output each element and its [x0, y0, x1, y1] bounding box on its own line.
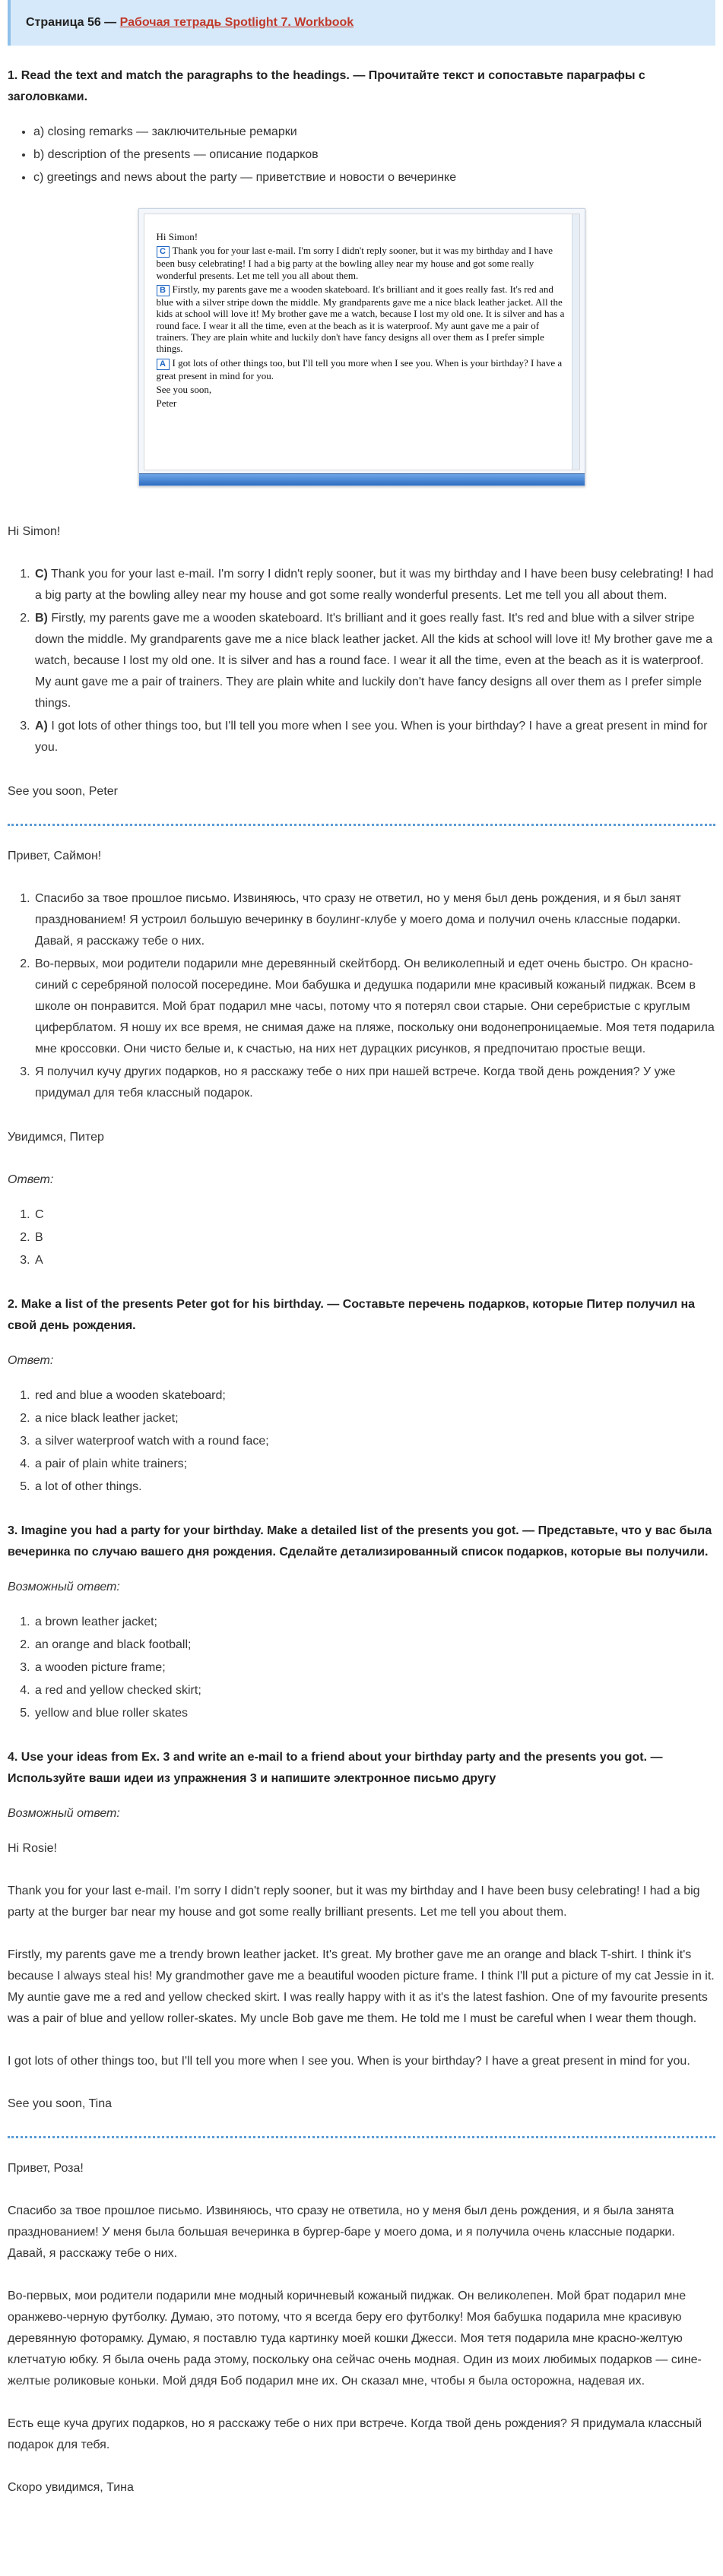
answer-label: Возможный ответ:	[8, 1807, 120, 1820]
answer-item: 2. a nice black leather jacket;	[33, 1408, 715, 1429]
figure-paragraph	[157, 245, 567, 281]
translation-closing: Увидимся, Питер	[8, 1131, 104, 1144]
letter-box: C	[157, 246, 170, 258]
paragraph-text: Firstly, my parents gave me a wooden skateboard. It's brilliant and it goes really fast. It's red and blue with a silver stripe down the middle. My grandparents gave me a nice black leather jacket. All the kids at school will love it! My brother gave me a watch, because I lost my old one. It is silver and has a round face. I wear it all the time, even at the beach as it is waterproof. My aunt gave me a pair of trainers. They are plain white and luckily don't have fancy designs all over them as I prefer simple things.	[35, 612, 713, 710]
letter-paragraph	[33, 716, 715, 758]
answer-label: Ответ:	[8, 1354, 54, 1367]
translation-paragraph: 2. Во-первых, мои родители подарили мне деревянный скейтборд. Он великолепный и едет очень быстро. Он красно-синий с серебряной полосой посередине. Мои бабушка и дедушка подарили мне красивый кожаный пиджак. Всем в школе он понравится. Мой брат подарил мне часы, потому что я потерял свои старые. Они серебристые с круглым циферблатом. Я ношу их все время, не снимая даже на пляже, поскольку они водонепроницаемые. Моя тетя подарила мне кроссовки. Они чисто белые и, к счастью, на них нет дурацких рисунков, я предпочитаю простые вещи.	[33, 954, 715, 1060]
figure-paragraph-text: I got lots of other things too, but I'll tell you more when I see you. When is your birthday? I have a great present in mind for you.	[156, 356, 563, 381]
email-translation-closing: Скоро увидимся, Тина	[8, 2481, 134, 2494]
task2-title: 2. Make a list of the presents Peter got for his birthday. — Составьте перечень подарков, которые Питер получил на свой день рождения.	[8, 1298, 696, 1332]
task3-title: 3. Imagine you had a party for your birthday. Make a detailed list of the presents you got. — Представьте, что у вас была вечеринка по случаю вашего дня рождения. Сделайте детализированный список подарков, которые вы получили.	[8, 1524, 712, 1559]
answer-item: 5. yellow and blue roller skates	[33, 1703, 715, 1724]
answer-item: 3. a silver waterproof watch with a round face;	[33, 1431, 715, 1452]
workbook-link[interactable]: Рабочая тетрадь Spotlight 7. Workbook	[119, 16, 354, 29]
page-label: Страница 56 —	[26, 16, 120, 29]
task1-answers	[33, 1204, 715, 1271]
letter-greeting: Hi Simon!	[8, 525, 61, 538]
letter-box: B	[157, 285, 170, 296]
answer-item: 1. a brown leather jacket;	[33, 1612, 715, 1633]
heading-item: • a) closing remarks — заключительные ремарки	[33, 122, 715, 143]
page-header	[8, 0, 715, 46]
screenshot-document	[144, 214, 580, 470]
answer-item: 2. an orange and black football;	[33, 1635, 715, 1656]
answer-item: 1. C	[33, 1204, 715, 1226]
answer-item: 4. a pair of plain white trainers;	[33, 1454, 715, 1475]
letter-paragraph	[33, 564, 715, 606]
email-translation-greeting: Привет, Роза!	[8, 2162, 84, 2175]
answer-item: 3. a wooden picture frame;	[33, 1657, 715, 1679]
email-translation-paragraph: Во-первых, мои родители подарили мне модный коричневый кожаный пиджак. Он великолепен. Мой брат подарил мне оранжево-черную футболку. Думаю, это потому, что я всегда беру его футболку! Моя бабушка подарила мне красивую деревянную фоторамку. Думаю, я поставлю туда картинку моей кошки Джесси. Моя тетя подарила мне красно-желтую клетчатую юбку. Я была очень рада этому, поскольку она сейчас очень модная. Один из моих любимых подарков — сине-желтые роликовые коньки. Мой дядя Боб подарил мне их. Он сказал мне, чтобы я была осторожна, надевая их.	[8, 2290, 702, 2388]
paragraph-letter: B)	[35, 612, 48, 625]
translation-paragraphs	[33, 888, 715, 1104]
email-paragraph: Firstly, my parents gave me a trendy brown leather jacket. It's great. My brother gave me an orange and black T-shirt. I think it's because I always steal his! My grandmother gave me a beautiful wooden picture frame. I think I'll put a picture of my cat Jessie in it. My auntie gave me a red and yellow checked skirt. I was really happy with it as it's the latest fashion. One of my favourite presents was a pair of blue and yellow roller-skates. My uncle Bob gave me them. He told me I must be careful when I wear them though.	[8, 1948, 715, 2025]
paragraph-letter: C)	[35, 568, 48, 581]
translation-paragraph: 3. Я получил кучу других подарков, но я расскажу тебе о них при нашей встрече. Когда твой день рождения? У уже придумал для тебя классный подарок.	[33, 1062, 715, 1104]
email-greeting: Hi Rosie!	[8, 1842, 57, 1855]
figure-paragraph-text: Thank you for your last e-mail. I'm sorry I didn't reply sooner, but it was my birthday and I have been busy celebrating! I had a big party at the bowling alley near my house and got some really wonderful presents. Let me tell you all about them.	[156, 245, 553, 281]
task2-answers	[33, 1385, 715, 1498]
email-paragraph: I got lots of other things too, but I'll tell you more when I see you. When is your birthday? I have a great present in mind for you.	[8, 2055, 690, 2068]
translation-greeting: Привет, Саймон!	[8, 850, 102, 862]
divider	[8, 824, 715, 826]
figure-paragraph	[157, 357, 567, 381]
translation-paragraph: 1. Спасибо за твое прошлое письмо. Извиняюсь, что сразу не ответил, но у меня был день рождения, и я был занят празднованием! Я устроил большую вечеринку в боулинг-клубе у моего дома и получил очень классные подарки. Давай, я расскажу тебе о них.	[33, 888, 715, 952]
screenshot-scrollbar	[572, 214, 579, 470]
figure-closing: See you soon,	[156, 383, 212, 395]
answer-label: Возможный ответ:	[8, 1581, 120, 1593]
email-paragraph: Thank you for your last e-mail. I'm sorry I didn't reply sooner, but it was my birthday and I have been busy celebrating! I had a big party at the burger bar near my house and got some really brilliant presents. Let me tell you about them.	[8, 1885, 700, 1919]
answer-item: 5. a lot of other things.	[33, 1476, 715, 1498]
divider	[8, 2136, 715, 2138]
email-translation-paragraph: Есть еще куча других подарков, но я расскажу тебе о них при встрече. Когда твой день рождения? Я придумала классный подарок для тебя.	[8, 2417, 702, 2451]
task1-title: 1. Read the text and match the paragraphs to the headings. — Прочитайте текст и сопоставьте параграфы с заголовками.	[8, 69, 645, 103]
paragraph-letter: A)	[35, 720, 48, 733]
textbook-screenshot	[138, 208, 585, 486]
figure-greeting: Hi Simon!	[156, 231, 198, 242]
answer-item: 2. B	[33, 1227, 715, 1248]
heading-item: • b) description of the presents — описание подарков	[33, 144, 715, 166]
figure-paragraph-text: Firstly, my parents gave me a wooden skateboard. It's brilliant and it goes really fast. It's red and blue with a silver stripe down the middle. My grandparents gave me a nice black leather jacket. All the kids at school will love it! My brother gave me a watch, because I lost my old one. It is silver and has a round face. I wear it all the time, even at the beach as it is waterproof. My aunt gave me a pair of trainers. They are plain white and luckily don't have fancy designs all over them as I prefer simple things.	[156, 283, 565, 355]
paragraph-text: I got lots of other things too, but I'll tell you more when I see you. When is your birthday? I have a great present in mind for you.	[35, 720, 708, 754]
answer-label: Ответ:	[8, 1173, 54, 1186]
task3-answers	[33, 1612, 715, 1724]
letter-closing: See you soon, Peter	[8, 785, 118, 798]
screenshot-taskbar	[139, 473, 585, 486]
heading-item: • c) greetings and news about the party — приветствие и новости о вечеринке	[33, 167, 715, 188]
answer-item: 1. red and blue a wooden skateboard;	[33, 1385, 715, 1407]
answer-item: 4. a red and yellow checked skirt;	[33, 1680, 715, 1701]
figure-paragraph	[157, 283, 567, 355]
letter-paragraphs	[33, 564, 715, 758]
letter-box: A	[157, 359, 170, 370]
email-translation-paragraph: Спасибо за твое прошлое письмо. Извиняюсь, что сразу не ответила, но у меня был день рождения, и я была занята празднованием! У меня была большая вечеринка в бургер-баре у моего дома, и я получила очень классные подарки. Давай, я расскажу тебе о них.	[8, 2204, 675, 2260]
paragraph-text: Thank you for your last e-mail. I'm sorry I didn't reply sooner, but it was my birthday and I have been busy celebrating! I had a big party at the bowling alley near my house and got some really wonderful presents. Let me tell you all about them.	[35, 568, 714, 602]
answer-item: 3. A	[33, 1250, 715, 1271]
task4-title: 4. Use your ideas from Ex. 3 and write an e-mail to a friend about your birthday party and the presents you got. — Используйте ваши идеи из упражнения 3 и напишите электронное письмо другу	[8, 1751, 663, 1785]
headings-list	[33, 122, 715, 188]
email-closing: See you soon, Tina	[8, 2097, 112, 2110]
letter-paragraph	[33, 608, 715, 714]
figure-signature: Peter	[156, 397, 177, 410]
